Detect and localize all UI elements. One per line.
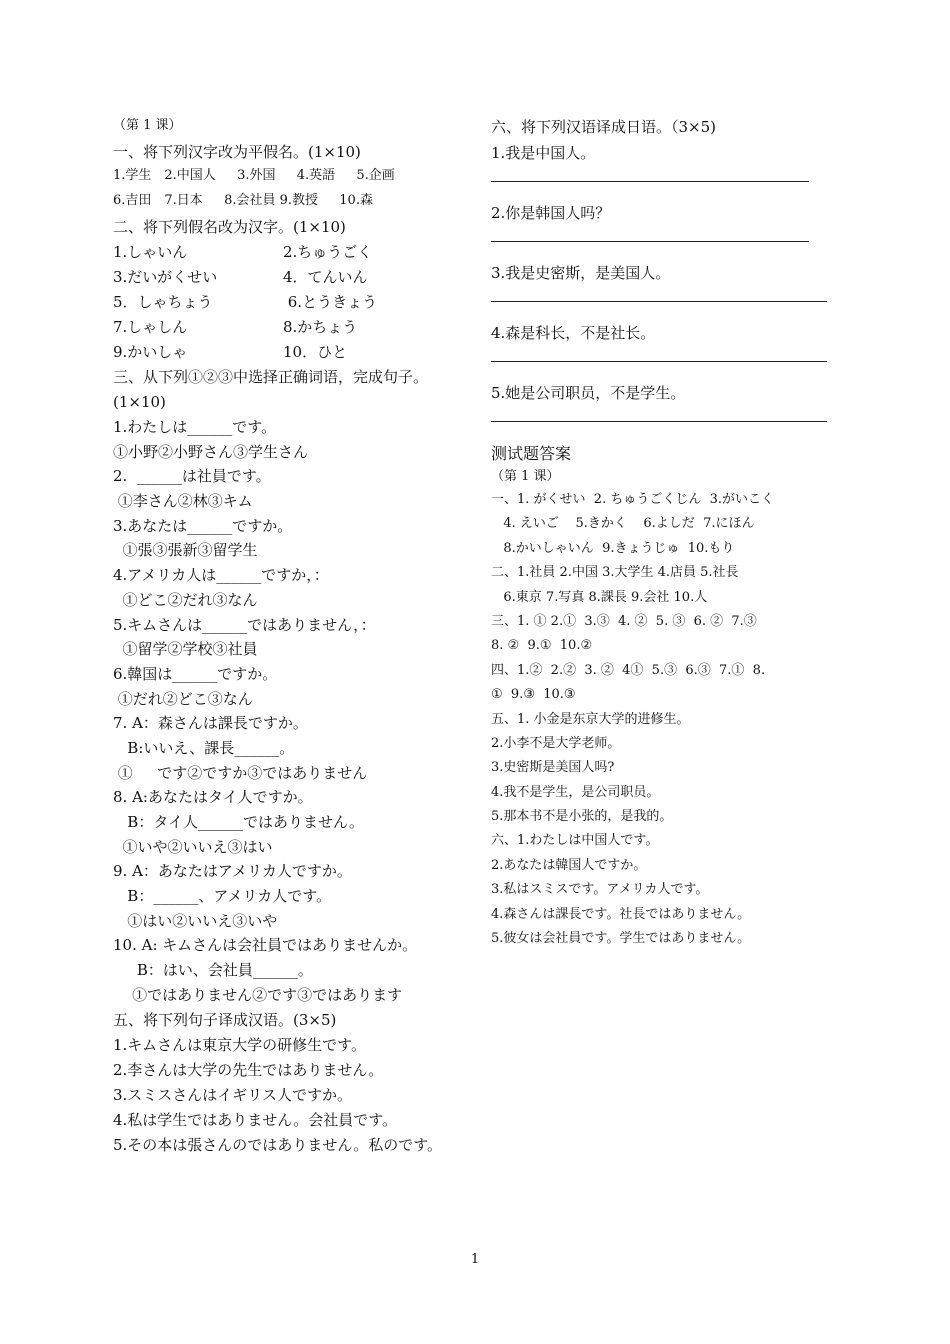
choice-line: ①だれ②どこ③なん [113,689,253,708]
answer-key-line: 8.かいしゃいん 9.きょうじゅ 10.もり [491,540,735,556]
answer-key-line: 2.小李不是大学老师。 [491,735,621,751]
choice-line: ①いや②いいえ③はい [113,837,273,856]
section-2-item: 6.とうきょう [283,293,378,311]
section-2-item: 3.だいがくせい [113,268,218,286]
answer-key-line: 三、1. ① 2.① 3.③ 4. ② 5. ③ 6. ② 7.③ [491,613,757,629]
answer-key-line: 6.東京 7.写真 8.課長 9.会社 10.人 [491,589,708,605]
question-line: B：______、アメリカ人です。 [113,887,332,906]
section-2-item: 7.しゃしん [113,318,188,336]
translation-item: 2.你是韩国人吗？ [491,204,611,222]
section-5-list [113,1036,485,1161]
section-2-row [113,243,485,268]
answer-line [491,180,837,204]
answer-line [491,420,837,444]
question-line: 8. A:あなたはタイ人ですか。 [113,788,313,807]
question-line: B：タイ人______ではありません。 [113,813,364,831]
answer-rule [491,240,809,242]
choice-line: ①ではありません②です③ではあります [113,985,403,1004]
choice-line: ① です②ですか③ではありません [113,763,368,782]
section-3-score: (1×10) [113,393,166,411]
answer-key-line: 5.那本书不是小张的，是我的。 [491,809,673,825]
section-5-title: 五、将下列句子译成汉语。(3×5) [113,1010,337,1029]
translation-item: 1.キムさんは東京大学の研修生です。 [113,1035,366,1054]
section-2-row [113,318,485,343]
section-2-list [113,243,485,368]
question-line: 2. ______は社員です。 [113,467,271,486]
section-2-item: 9.かいしゃ [113,343,188,361]
question-line: 7. A：森さんは課長ですか。 [113,714,308,733]
translation-item: 2.李さんは大学の先生ではありません。 [113,1060,384,1079]
answer-line [491,360,837,384]
question-line: B:いいえ、課長______。 [113,738,295,757]
translation-item: 4.私は学生ではありません。会社員です。 [113,1110,398,1129]
question-line: 1.わたしは______です。 [113,418,277,436]
answer-key-line: 5.彼女は会社員です。学生ではありません。 [491,931,751,947]
choice-line: ①留学②学校③社員 [113,640,258,659]
choice-line: ①李さん②林③キム [113,492,253,511]
answers-list [491,492,837,955]
question-line: 3.あなたは______ですか。 [113,516,293,535]
choice-line: ①はい②いいえ③いや [113,911,278,930]
section-1-title: 一、将下列汉字改为平假名。(1×10) [113,143,361,161]
answer-key-line: 8. ② 9.① 10.② [491,638,593,654]
answer-line [491,240,837,264]
question-line: 10. A: キムさんは会社員ではありませんか。 [113,936,418,955]
answer-key-line: 3.私はスミスです。アメリカ人です。 [491,882,709,898]
answer-key-line: 3.史密斯是美国人吗? [491,760,615,776]
answer-key-line: 六、1.わたしは中国人です。 [491,833,659,849]
page-number: 1 [470,1252,480,1267]
answer-rule [491,300,827,302]
translation-item: 4.森是科长，不是社长。 [491,324,656,342]
question-line: 5.キムさんは______ではありません，： [113,615,376,634]
section-2-row [113,268,485,293]
section-6-title: 六、将下列汉语译成日语。（3×5) [491,118,717,136]
answer-key-line: 4. えいご 5.きかく 6.よしだ 7.にほん [491,516,755,532]
section-2-item: 4．てんいん [283,268,368,286]
answer-key-line: 4.我不是学生，是公司职员。 [491,784,660,800]
choice-line: ①張③張新③留学生 [113,541,258,560]
lesson-label: （第 1 课） [113,118,182,133]
answer-key-line: 一、1. がくせい 2. ちゅうごくじん 3.がいこく [491,492,775,507]
answers-lesson: （第 1 课） [491,469,560,484]
section-2-item: 8.かちょう [283,318,358,336]
answer-line [491,300,837,324]
question-line: 6.韓国は______ですか。 [113,664,278,683]
question-line: 4.アメリカ人は______ですか，： [113,566,329,585]
answers-title: 测试题答案 [491,444,572,463]
translation-item: 3.我是史密斯，是美国人。 [491,264,671,282]
answer-key-line: 2.あなたは韓国人ですか。 [491,857,647,873]
translation-item: 1.我是中国人。 [491,144,596,162]
section-6-list [491,144,837,444]
section-3-title: 三、从下列①②③中选择正确词语，完成句子。 [113,368,429,386]
answer-key-line: 四、1.② 2.② 3. ② 4① 5.③ 6.③ 7.① 8. [491,662,766,678]
answer-rule [491,420,827,422]
section-2-item: 1.しゃいん [113,243,188,261]
choice-line: ①どこ②だれ③なん [113,590,258,609]
section-2-item: 5．しゃちょう [113,293,213,311]
answer-rule [491,360,827,362]
section-1-row-1: 1.学生 2.中国人 3.外国 4.英語 5.企画 [113,168,395,183]
answer-key-line: 4.森さんは課長です。社長ではありません。 [491,906,751,922]
section-1-row-2: 6.吉田 7.日本 8.会社員 9.教授 10.森 [113,193,373,208]
section-2-row [113,293,485,318]
right-column [491,118,837,955]
section-2-item: 2.ちゅうごく [283,243,373,261]
answer-key-line: 二、1.社員 2.中国 3.大学生 4.店員 5.社長 [491,565,739,581]
translation-item: 3.スミスさんはイギリス人ですか。 [113,1085,353,1104]
answer-key-line: ① 9.③ 10.③ [491,687,576,703]
answer-key-line: 五、1. 小金是东京大学的进修生。 [491,711,690,727]
question-line: B：はい、会社員______。 [113,961,313,980]
section-3-list [113,418,485,1011]
answer-rule [491,180,809,182]
left-column [113,118,485,1161]
choice-line: ①小野②小野さん③学生さん [113,442,309,461]
section-2-item: 10．ひと [283,343,348,361]
question-line: 9. A：あなたはアメリカ人ですか。 [113,862,352,881]
section-2-row [113,343,485,368]
translation-item: 5.その本は張さんのではありません。私のです。 [113,1135,443,1154]
section-2-title: 二、将下列假名改为汉字。(1×10) [113,218,346,236]
translation-item: 5.她是公司职员，不是学生。 [491,384,686,402]
